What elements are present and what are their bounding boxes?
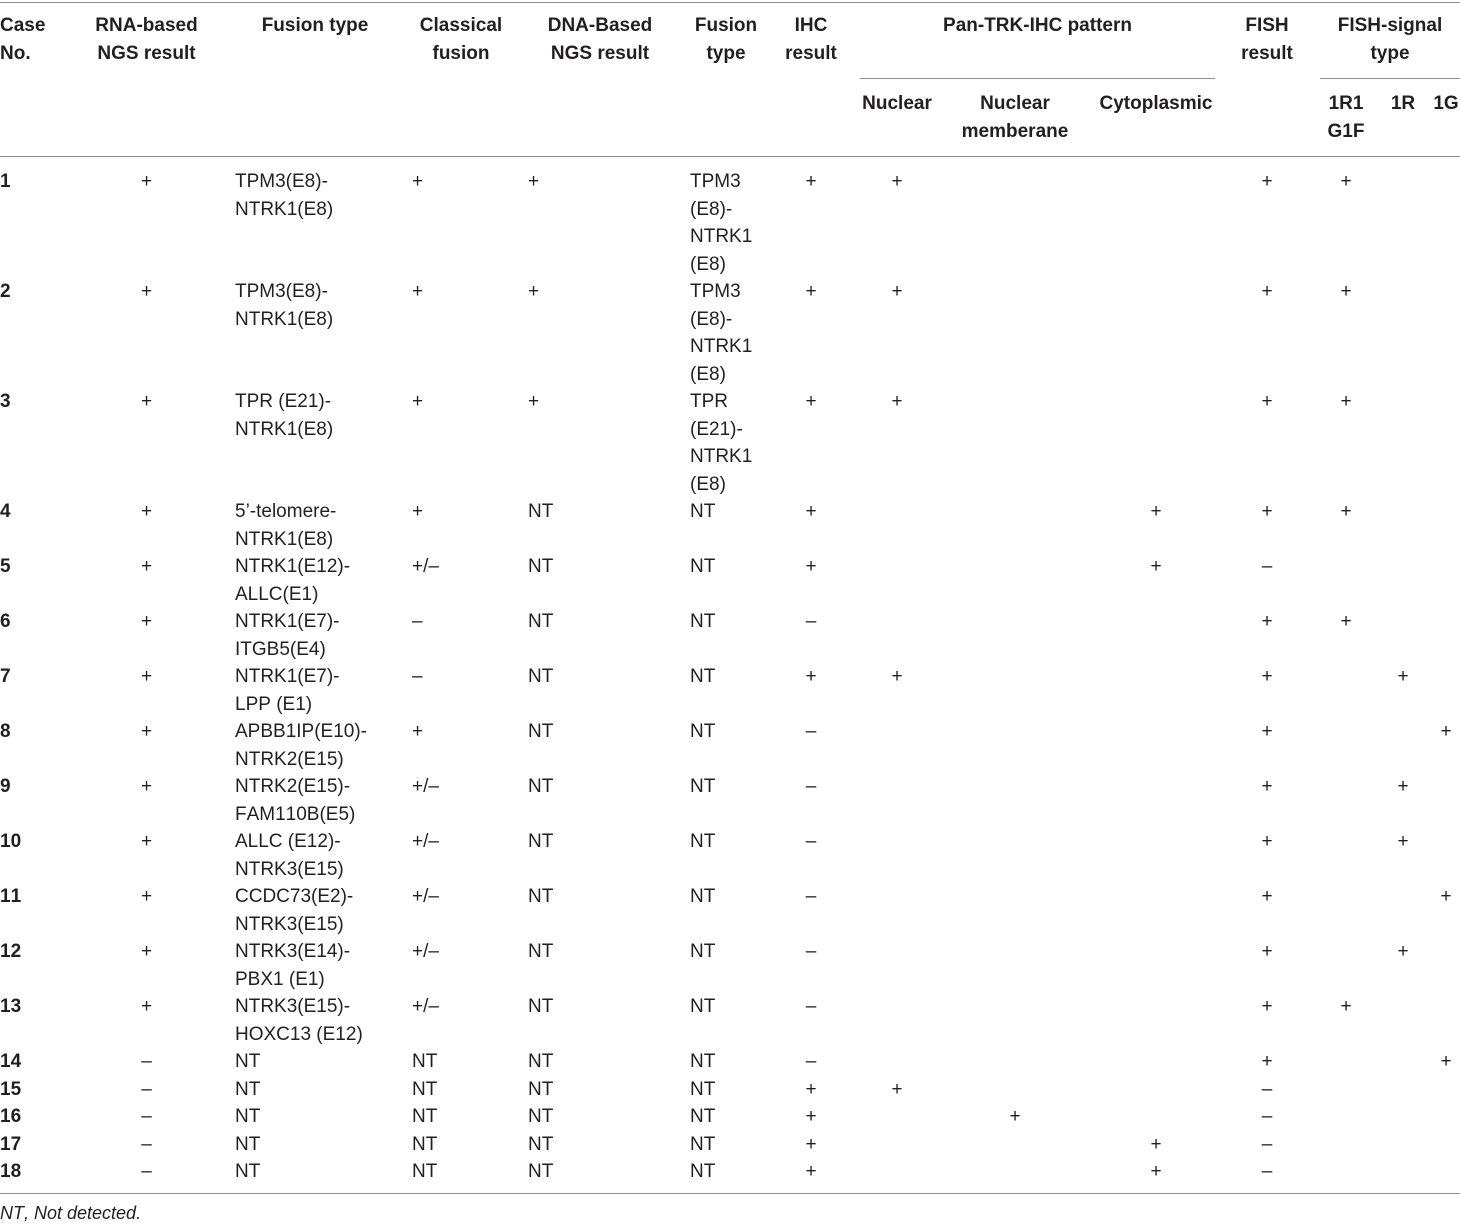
nuclear-pattern-cell: [852, 938, 942, 993]
rna-fusion-type-cell: ALLC (E12)-NTRK3(E15): [235, 831, 344, 880]
rna-fusion-type-cell: NT: [235, 1078, 261, 1100]
case-number-cell: 4: [0, 501, 11, 522]
case-number-cell: 15: [0, 1078, 22, 1100]
nuclear-membrane-pattern-cell: [942, 278, 1088, 388]
header-fish-signal-type: FISH-signal type: [1337, 15, 1443, 64]
nuclear-membrane-pattern-cell: [942, 718, 1088, 773]
dna-ngs-result-cell: NT: [528, 666, 554, 687]
classical-fusion-cell: +/–: [412, 556, 439, 577]
classical-fusion-cell: –: [412, 611, 423, 632]
header-classical-fusion: Classical fusion: [419, 15, 503, 64]
rna-ngs-result-cell: +: [140, 886, 153, 907]
table-row: [0, 718, 1460, 773]
rna-fusion-type-cell: NTRK1(E7)-LPP (E1): [235, 666, 340, 715]
rna-ngs-result-cell: +: [140, 501, 153, 522]
classical-fusion-cell: +: [412, 721, 424, 742]
header-nuclear-membrane: Nuclear memberane: [961, 93, 1069, 142]
classical-fusion-cell: +/–: [412, 831, 439, 852]
cytoplasmic-pattern-cell: [1088, 388, 1224, 498]
fish-result-cell: +: [1261, 391, 1273, 412]
signal-1g-cell: [1424, 388, 1460, 498]
dna-fusion-type-cell: NT: [690, 1161, 716, 1182]
case-number-cell: 8: [0, 721, 11, 742]
header-dna-fusion-type: Fusion type: [694, 15, 758, 64]
table-row: [0, 498, 1460, 553]
signal-1r1g1f-cell: +: [1340, 611, 1352, 632]
nuclear-pattern-cell: [852, 718, 942, 773]
rna-fusion-type-cell: NT: [235, 1051, 261, 1072]
case-number-cell: 2: [0, 281, 11, 302]
classical-fusion-cell: +: [412, 501, 424, 522]
fish-result-cell: –: [1261, 556, 1273, 577]
classical-fusion-cell: NT: [412, 1078, 438, 1100]
rna-fusion-type-cell: APBB1IP(E10)-NTRK2(E15): [235, 721, 367, 770]
signal-1r1g1f-cell: [1310, 663, 1382, 718]
signal-1r-cell: +: [1397, 776, 1409, 797]
nuclear-pattern-cell: [852, 1131, 942, 1159]
ihc-result-cell: –: [805, 1051, 817, 1072]
fish-result-cell: +: [1261, 776, 1273, 797]
nuclear-membrane-pattern-cell: [942, 1048, 1088, 1076]
signal-1g-cell: [1424, 1103, 1460, 1131]
nuclear-membrane-pattern-cell: [942, 498, 1088, 553]
table-footnote: NT, Not detected.: [0, 1203, 142, 1223]
rna-ngs-result-cell: –: [141, 1133, 152, 1155]
nuclear-pattern-cell: +: [891, 171, 903, 192]
classical-fusion-cell: +/–: [412, 776, 439, 797]
rna-fusion-type-cell: NT: [235, 1133, 261, 1155]
rna-ngs-result-cell: +: [140, 391, 153, 412]
signal-1g-cell: [1424, 773, 1460, 828]
ihc-result-cell: +: [805, 666, 817, 687]
signal-1r1g1f-cell: [1310, 1048, 1382, 1076]
nuclear-pattern-cell: +: [891, 1078, 903, 1100]
dna-ngs-result-cell: NT: [528, 941, 554, 962]
signal-1r-cell: [1382, 278, 1424, 388]
dna-fusion-type-cell: NT: [690, 1078, 716, 1100]
nuclear-pattern-cell: [852, 993, 942, 1048]
dna-fusion-type-cell: NT: [690, 886, 716, 907]
cytoplasmic-pattern-cell: [1088, 1076, 1224, 1104]
ihc-result-cell: +: [805, 281, 817, 302]
cytoplasmic-pattern-cell: [1088, 828, 1224, 883]
dna-ngs-result-cell: NT: [528, 1133, 554, 1155]
dna-ngs-result-cell: NT: [528, 776, 554, 797]
signal-1r1g1f-cell: [1310, 1158, 1382, 1186]
ihc-result-cell: +: [805, 1161, 817, 1182]
fish-result-cell: –: [1261, 1133, 1273, 1155]
cytoplasmic-pattern-cell: [1088, 663, 1224, 718]
signal-1r1g1f-cell: [1310, 1131, 1382, 1159]
signal-1r-cell: [1382, 993, 1424, 1048]
cytoplasmic-pattern-cell: [1088, 608, 1224, 663]
nuclear-membrane-pattern-cell: [942, 828, 1088, 883]
fish-result-cell: +: [1261, 171, 1273, 192]
signal-1r1g1f-cell: [1310, 883, 1382, 938]
classical-fusion-cell: NT: [412, 1051, 438, 1072]
dna-fusion-type-cell: NT: [690, 776, 716, 797]
fish-result-cell: +: [1261, 281, 1273, 302]
case-number-cell: 17: [0, 1133, 22, 1155]
case-number-cell: 9: [0, 776, 11, 797]
signal-1r-cell: +: [1397, 666, 1409, 687]
table-row: [0, 1103, 1460, 1131]
fish-result-cell: +: [1261, 941, 1273, 962]
case-number-cell: 6: [0, 611, 11, 632]
nuclear-pattern-cell: [852, 1048, 942, 1076]
rna-ngs-result-cell: +: [140, 721, 153, 742]
signal-1g-cell: [1424, 663, 1460, 718]
signal-1g-cell: [1424, 938, 1460, 993]
dna-fusion-type-cell: TPM3 (E8)-NTRK1 (E8): [690, 281, 753, 385]
signal-1g-cell: [1424, 168, 1460, 278]
dna-ngs-result-cell: NT: [528, 501, 554, 522]
fish-result-cell: +: [1261, 886, 1273, 907]
case-number-cell: 7: [0, 666, 11, 687]
rna-fusion-type-cell: NTRK1(E7)-ITGB5(E4): [235, 611, 340, 660]
rna-fusion-type-cell: CCDC73(E2)-NTRK3(E15): [235, 886, 354, 935]
signal-1r-cell: [1382, 388, 1424, 498]
ihc-result-cell: +: [805, 556, 817, 577]
ihc-result-cell: +: [805, 501, 817, 522]
signal-1r-cell: [1382, 168, 1424, 278]
header-case-no: Case No.: [0, 15, 46, 64]
dna-fusion-type-cell: NT: [690, 666, 716, 687]
table-row: [0, 1048, 1460, 1076]
ihc-result-cell: –: [805, 721, 817, 742]
signal-1g-cell: +: [1440, 1051, 1452, 1072]
nuclear-pattern-cell: [852, 1103, 942, 1131]
pan-trk-group-rule: [860, 78, 1215, 79]
nuclear-pattern-cell: +: [891, 666, 903, 687]
fish-result-cell: +: [1261, 501, 1273, 522]
ihc-result-cell: –: [805, 831, 817, 852]
rna-fusion-type-cell: NT: [235, 1106, 261, 1127]
fish-result-cell: –: [1261, 1106, 1273, 1127]
table-row: [0, 168, 1460, 278]
nuclear-membrane-pattern-cell: [942, 608, 1088, 663]
header-bottom-rule: [0, 156, 1460, 157]
case-number-cell: 1: [0, 171, 11, 192]
signal-1g-cell: [1424, 828, 1460, 883]
dna-fusion-type-cell: NT: [690, 1051, 716, 1072]
table-row: [0, 1076, 1460, 1104]
table-row: [0, 1158, 1460, 1186]
signal-1r1g1f-cell: +: [1340, 281, 1352, 302]
classical-fusion-cell: NT: [412, 1106, 438, 1127]
dna-fusion-type-cell: NT: [690, 556, 716, 577]
rna-ngs-result-cell: +: [140, 611, 153, 632]
case-number-cell: 3: [0, 391, 11, 412]
dna-ngs-result-cell: NT: [528, 721, 554, 742]
signal-1r1g1f-cell: +: [1340, 171, 1352, 192]
nuclear-pattern-cell: [852, 773, 942, 828]
classical-fusion-cell: +/–: [412, 886, 439, 907]
rna-fusion-type-cell: NTRK3(E14)-PBX1 (E1): [235, 941, 351, 990]
classical-fusion-cell: NT: [412, 1161, 438, 1182]
signal-1r1g1f-cell: [1310, 938, 1382, 993]
rna-ngs-result-cell: +: [140, 831, 153, 852]
dna-ngs-result-cell: NT: [528, 1051, 554, 1072]
case-number-cell: 12: [0, 941, 22, 962]
signal-1g-cell: [1424, 278, 1460, 388]
nuclear-pattern-cell: [852, 608, 942, 663]
ihc-result-cell: +: [805, 1133, 817, 1155]
header-cytoplasmic: Cytoplasmic: [1099, 93, 1213, 114]
signal-1g-cell: [1424, 498, 1460, 553]
header-signal-1r: 1R: [1390, 93, 1416, 114]
fish-result-cell: +: [1261, 996, 1273, 1017]
signal-1r1g1f-cell: +: [1340, 996, 1352, 1017]
fish-signal-group-rule: [1320, 78, 1460, 79]
nuclear-membrane-pattern-cell: [942, 553, 1088, 608]
table-row: [0, 828, 1460, 883]
nuclear-pattern-cell: [852, 1158, 942, 1186]
rna-ngs-result-cell: –: [141, 1078, 152, 1100]
ihc-result-cell: –: [805, 941, 817, 962]
rna-ngs-result-cell: +: [140, 996, 153, 1017]
ihc-result-cell: +: [805, 171, 817, 192]
case-number-cell: 11: [0, 886, 22, 907]
classical-fusion-cell: +: [412, 391, 424, 412]
fish-result-cell: +: [1261, 611, 1273, 632]
nuclear-pattern-cell: [852, 883, 942, 938]
dna-ngs-result-cell: NT: [528, 996, 554, 1017]
dna-fusion-type-cell: NT: [690, 996, 716, 1017]
signal-1r1g1f-cell: [1310, 718, 1382, 773]
cytoplasmic-pattern-cell: [1088, 883, 1224, 938]
classical-fusion-cell: +: [412, 171, 424, 192]
header-fish-result: FISH result: [1241, 15, 1293, 64]
nuclear-pattern-cell: +: [891, 391, 903, 412]
table-row: [0, 938, 1460, 993]
dna-ngs-result-cell: NT: [528, 1161, 554, 1182]
signal-1r1g1f-cell: [1310, 773, 1382, 828]
cytoplasmic-pattern-cell: +: [1150, 556, 1162, 577]
ihc-result-cell: –: [805, 886, 817, 907]
signal-1g-cell: [1424, 1076, 1460, 1104]
nuclear-membrane-pattern-cell: [942, 1131, 1088, 1159]
dna-ngs-result-cell: NT: [528, 1078, 554, 1100]
rna-ngs-result-cell: –: [141, 1161, 152, 1182]
nuclear-membrane-pattern-cell: +: [1009, 1106, 1021, 1127]
signal-1r-cell: [1382, 1131, 1424, 1159]
nuclear-pattern-cell: +: [891, 281, 903, 302]
classical-fusion-cell: +/–: [412, 941, 439, 962]
signal-1r-cell: +: [1397, 941, 1409, 962]
fish-result-cell: +: [1261, 721, 1273, 742]
rna-ngs-result-cell: +: [140, 171, 153, 192]
rna-fusion-type-cell: NTRK1(E12)-ALLC(E1): [235, 556, 351, 605]
nuclear-membrane-pattern-cell: [942, 1158, 1088, 1186]
table-row: [0, 388, 1460, 498]
nuclear-membrane-pattern-cell: [942, 773, 1088, 828]
rna-ngs-result-cell: +: [140, 941, 153, 962]
ihc-result-cell: +: [805, 1106, 817, 1127]
classical-fusion-cell: NT: [412, 1133, 438, 1155]
dna-ngs-result-cell: +: [528, 281, 540, 302]
dna-ngs-result-cell: NT: [528, 1106, 554, 1127]
table-body: [0, 168, 1460, 1186]
rna-fusion-type-cell: NT: [235, 1161, 261, 1182]
nuclear-membrane-pattern-cell: [942, 388, 1088, 498]
signal-1r-cell: [1382, 1158, 1424, 1186]
signal-1g-cell: [1424, 608, 1460, 663]
nuclear-membrane-pattern-cell: [942, 663, 1088, 718]
case-number-cell: 10: [0, 831, 22, 852]
ihc-result-cell: +: [805, 391, 817, 412]
signal-1r1g1f-cell: [1310, 1076, 1382, 1104]
signal-1r1g1f-cell: [1310, 1103, 1382, 1131]
dna-ngs-result-cell: +: [528, 391, 540, 412]
nuclear-membrane-pattern-cell: [942, 883, 1088, 938]
dna-fusion-type-cell: NT: [690, 1106, 716, 1127]
nuclear-pattern-cell: [852, 828, 942, 883]
signal-1r-cell: [1382, 1076, 1424, 1104]
signal-1g-cell: [1424, 993, 1460, 1048]
header-pan-trk-ihc-pattern: Pan-TRK-IHC pattern: [943, 15, 1132, 36]
cytoplasmic-pattern-cell: [1088, 938, 1224, 993]
signal-1g-cell: +: [1440, 721, 1452, 742]
signal-1r1g1f-cell: +: [1340, 501, 1352, 522]
signal-1g-cell: [1424, 553, 1460, 608]
fish-result-cell: +: [1261, 1051, 1273, 1072]
table-top-rule: [0, 2, 1460, 3]
table-bottom-rule: [0, 1193, 1460, 1194]
signal-1r-cell: [1382, 608, 1424, 663]
case-number-cell: 5: [0, 556, 11, 577]
table-row: [0, 773, 1460, 828]
header-signal-1g: 1G: [1433, 93, 1459, 114]
signal-1r-cell: [1382, 553, 1424, 608]
header-ihc-result: IHC result: [785, 15, 837, 64]
rna-fusion-type-cell: NTRK2(E15)-FAM110B(E5): [235, 776, 356, 825]
fish-result-cell: +: [1261, 666, 1273, 687]
cytoplasmic-pattern-cell: [1088, 773, 1224, 828]
case-number-cell: 13: [0, 996, 22, 1017]
dna-ngs-result-cell: NT: [528, 611, 554, 632]
cytoplasmic-pattern-cell: +: [1150, 1133, 1162, 1155]
header-rna-fusion-type: Fusion type: [261, 15, 369, 36]
cytoplasmic-pattern-cell: [1088, 718, 1224, 773]
table-row: [0, 278, 1460, 388]
classical-fusion-cell: +/–: [412, 996, 439, 1017]
header-nuclear: Nuclear: [862, 93, 932, 114]
nuclear-pattern-cell: [852, 553, 942, 608]
dna-fusion-type-cell: NT: [690, 721, 716, 742]
signal-1r1g1f-cell: [1310, 553, 1382, 608]
rna-ngs-result-cell: +: [140, 556, 153, 577]
nuclear-pattern-cell: [852, 498, 942, 553]
cytoplasmic-pattern-cell: [1088, 278, 1224, 388]
classical-fusion-cell: –: [412, 666, 423, 687]
dna-fusion-type-cell: NT: [690, 1133, 716, 1155]
rna-ngs-result-cell: +: [140, 666, 153, 687]
nuclear-membrane-pattern-cell: [942, 168, 1088, 278]
ihc-result-cell: +: [805, 1078, 817, 1100]
cytoplasmic-pattern-cell: [1088, 168, 1224, 278]
table-row: [0, 1131, 1460, 1159]
signal-1g-cell: [1424, 1131, 1460, 1159]
rna-ngs-result-cell: –: [141, 1051, 152, 1072]
nuclear-membrane-pattern-cell: [942, 993, 1088, 1048]
header-signal-1r1g1f: 1R1 G1F: [1327, 93, 1365, 142]
dna-ngs-result-cell: +: [528, 171, 540, 192]
header-dna-ngs-result: DNA-Based NGS result: [547, 15, 653, 64]
case-number-cell: 14: [0, 1051, 22, 1072]
case-number-cell: 16: [0, 1106, 22, 1127]
signal-1g-cell: +: [1440, 886, 1452, 907]
table-row: [0, 993, 1460, 1048]
signal-1r1g1f-cell: [1310, 828, 1382, 883]
ihc-result-cell: –: [805, 996, 817, 1017]
dna-ngs-result-cell: NT: [528, 831, 554, 852]
rna-ngs-result-cell: –: [141, 1106, 152, 1127]
table-row: [0, 663, 1460, 718]
ihc-result-cell: –: [805, 776, 817, 797]
rna-ngs-result-cell: +: [140, 776, 153, 797]
table-row: [0, 883, 1460, 938]
table-row: [0, 608, 1460, 663]
rna-fusion-type-cell: TPM3(E8)-NTRK1(E8): [235, 171, 334, 220]
case-number-cell: 18: [0, 1161, 22, 1182]
header-rna-ngs-result: RNA-based NGS result: [95, 15, 198, 64]
dna-fusion-type-cell: NT: [690, 941, 716, 962]
signal-1r-cell: [1382, 498, 1424, 553]
dna-fusion-type-cell: TPR (E21)-NTRK1 (E8): [690, 391, 753, 495]
signal-1g-cell: [1424, 1158, 1460, 1186]
rna-fusion-type-cell: 5’-telomere-NTRK1(E8): [235, 501, 337, 550]
cytoplasmic-pattern-cell: [1088, 1048, 1224, 1076]
rna-fusion-type-cell: TPM3(E8)-NTRK1(E8): [235, 281, 334, 330]
table-row: [0, 553, 1460, 608]
fish-result-cell: +: [1261, 831, 1273, 852]
rna-fusion-type-cell: NTRK3(E15)-HOXC13 (E12): [235, 996, 363, 1045]
signal-1r-cell: [1382, 1103, 1424, 1131]
ihc-result-cell: –: [805, 611, 817, 632]
fish-result-cell: –: [1261, 1078, 1273, 1100]
dna-fusion-type-cell: TPM3 (E8)-NTRK1 (E8): [690, 171, 753, 275]
classical-fusion-cell: +: [412, 281, 424, 302]
cytoplasmic-pattern-cell: +: [1150, 1161, 1162, 1182]
cytoplasmic-pattern-cell: [1088, 1103, 1224, 1131]
nuclear-membrane-pattern-cell: [942, 938, 1088, 993]
rna-ngs-result-cell: +: [140, 281, 153, 302]
signal-1r-cell: [1382, 1048, 1424, 1076]
rna-fusion-type-cell: TPR (E21)-NTRK1(E8): [235, 391, 334, 440]
signal-1r-cell: +: [1397, 831, 1409, 852]
dna-fusion-type-cell: NT: [690, 501, 716, 522]
signal-1r1g1f-cell: +: [1340, 391, 1352, 412]
dna-fusion-type-cell: NT: [690, 831, 716, 852]
fish-result-cell: –: [1261, 1161, 1273, 1182]
dna-fusion-type-cell: NT: [690, 611, 716, 632]
signal-1r-cell: [1382, 718, 1424, 773]
signal-1r-cell: [1382, 883, 1424, 938]
dna-ngs-result-cell: NT: [528, 556, 554, 577]
cytoplasmic-pattern-cell: [1088, 993, 1224, 1048]
cytoplasmic-pattern-cell: +: [1150, 501, 1162, 522]
nuclear-membrane-pattern-cell: [942, 1076, 1088, 1104]
dna-ngs-result-cell: NT: [528, 886, 554, 907]
